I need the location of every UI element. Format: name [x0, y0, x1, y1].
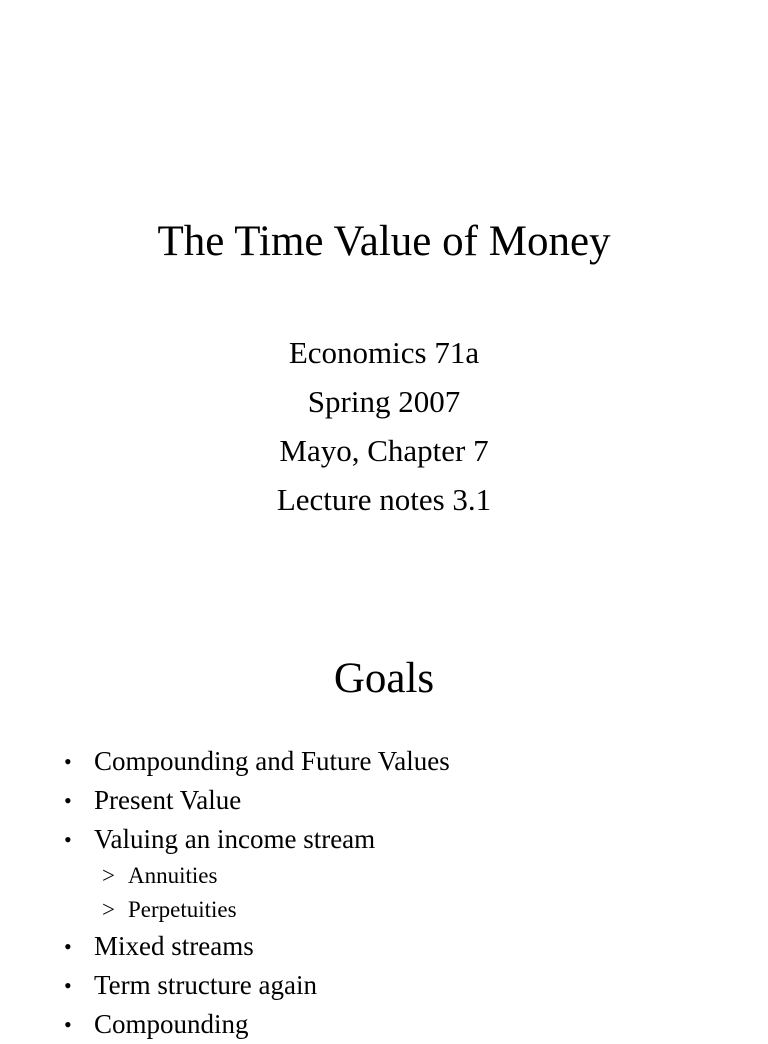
- list-item: [62, 1005, 752, 1044]
- reading-reference: Mayo, Chapter 7: [279, 433, 489, 468]
- list-item-text: Mixed streams: [94, 931, 254, 961]
- sub-bullet-icon: >: [102, 897, 115, 922]
- bullet-icon: •: [64, 788, 72, 813]
- term: Spring 2007: [307, 384, 461, 419]
- list-item-text: Term structure again: [94, 970, 318, 1000]
- sub-bullet-icon: >: [102, 863, 115, 888]
- bullet-icon: •: [64, 934, 72, 959]
- lecture-notes-label: Lecture notes 3.1: [276, 482, 492, 517]
- sub-list-item-text: Perpetuities: [128, 897, 237, 922]
- list-item: [62, 966, 752, 1005]
- slide-title: The Time Value of Money: [157, 218, 611, 265]
- course-name: Economics 71a: [288, 335, 480, 370]
- list-item-text: Valuing an income stream: [94, 824, 376, 854]
- sub-list-item-text: Annuities: [128, 863, 218, 888]
- list-item-text: Compounding and Future Values: [94, 746, 450, 776]
- bullet-icon: •: [64, 1012, 72, 1037]
- goals-list: [62, 742, 752, 1044]
- list-item-text: Compounding: [94, 1009, 249, 1039]
- bullet-icon: •: [64, 827, 72, 852]
- goals-title: Goals: [333, 655, 435, 702]
- list-item: [62, 742, 752, 781]
- sub-list-item: [62, 859, 752, 893]
- list-item: [62, 927, 752, 966]
- bullet-icon: •: [64, 973, 72, 998]
- slide-subtitle-block: [0, 328, 768, 524]
- list-item: [62, 820, 752, 859]
- bullet-icon: •: [64, 749, 72, 774]
- list-item: [62, 781, 752, 820]
- list-item-text: Present Value: [94, 785, 242, 815]
- sub-list-item: [62, 893, 752, 927]
